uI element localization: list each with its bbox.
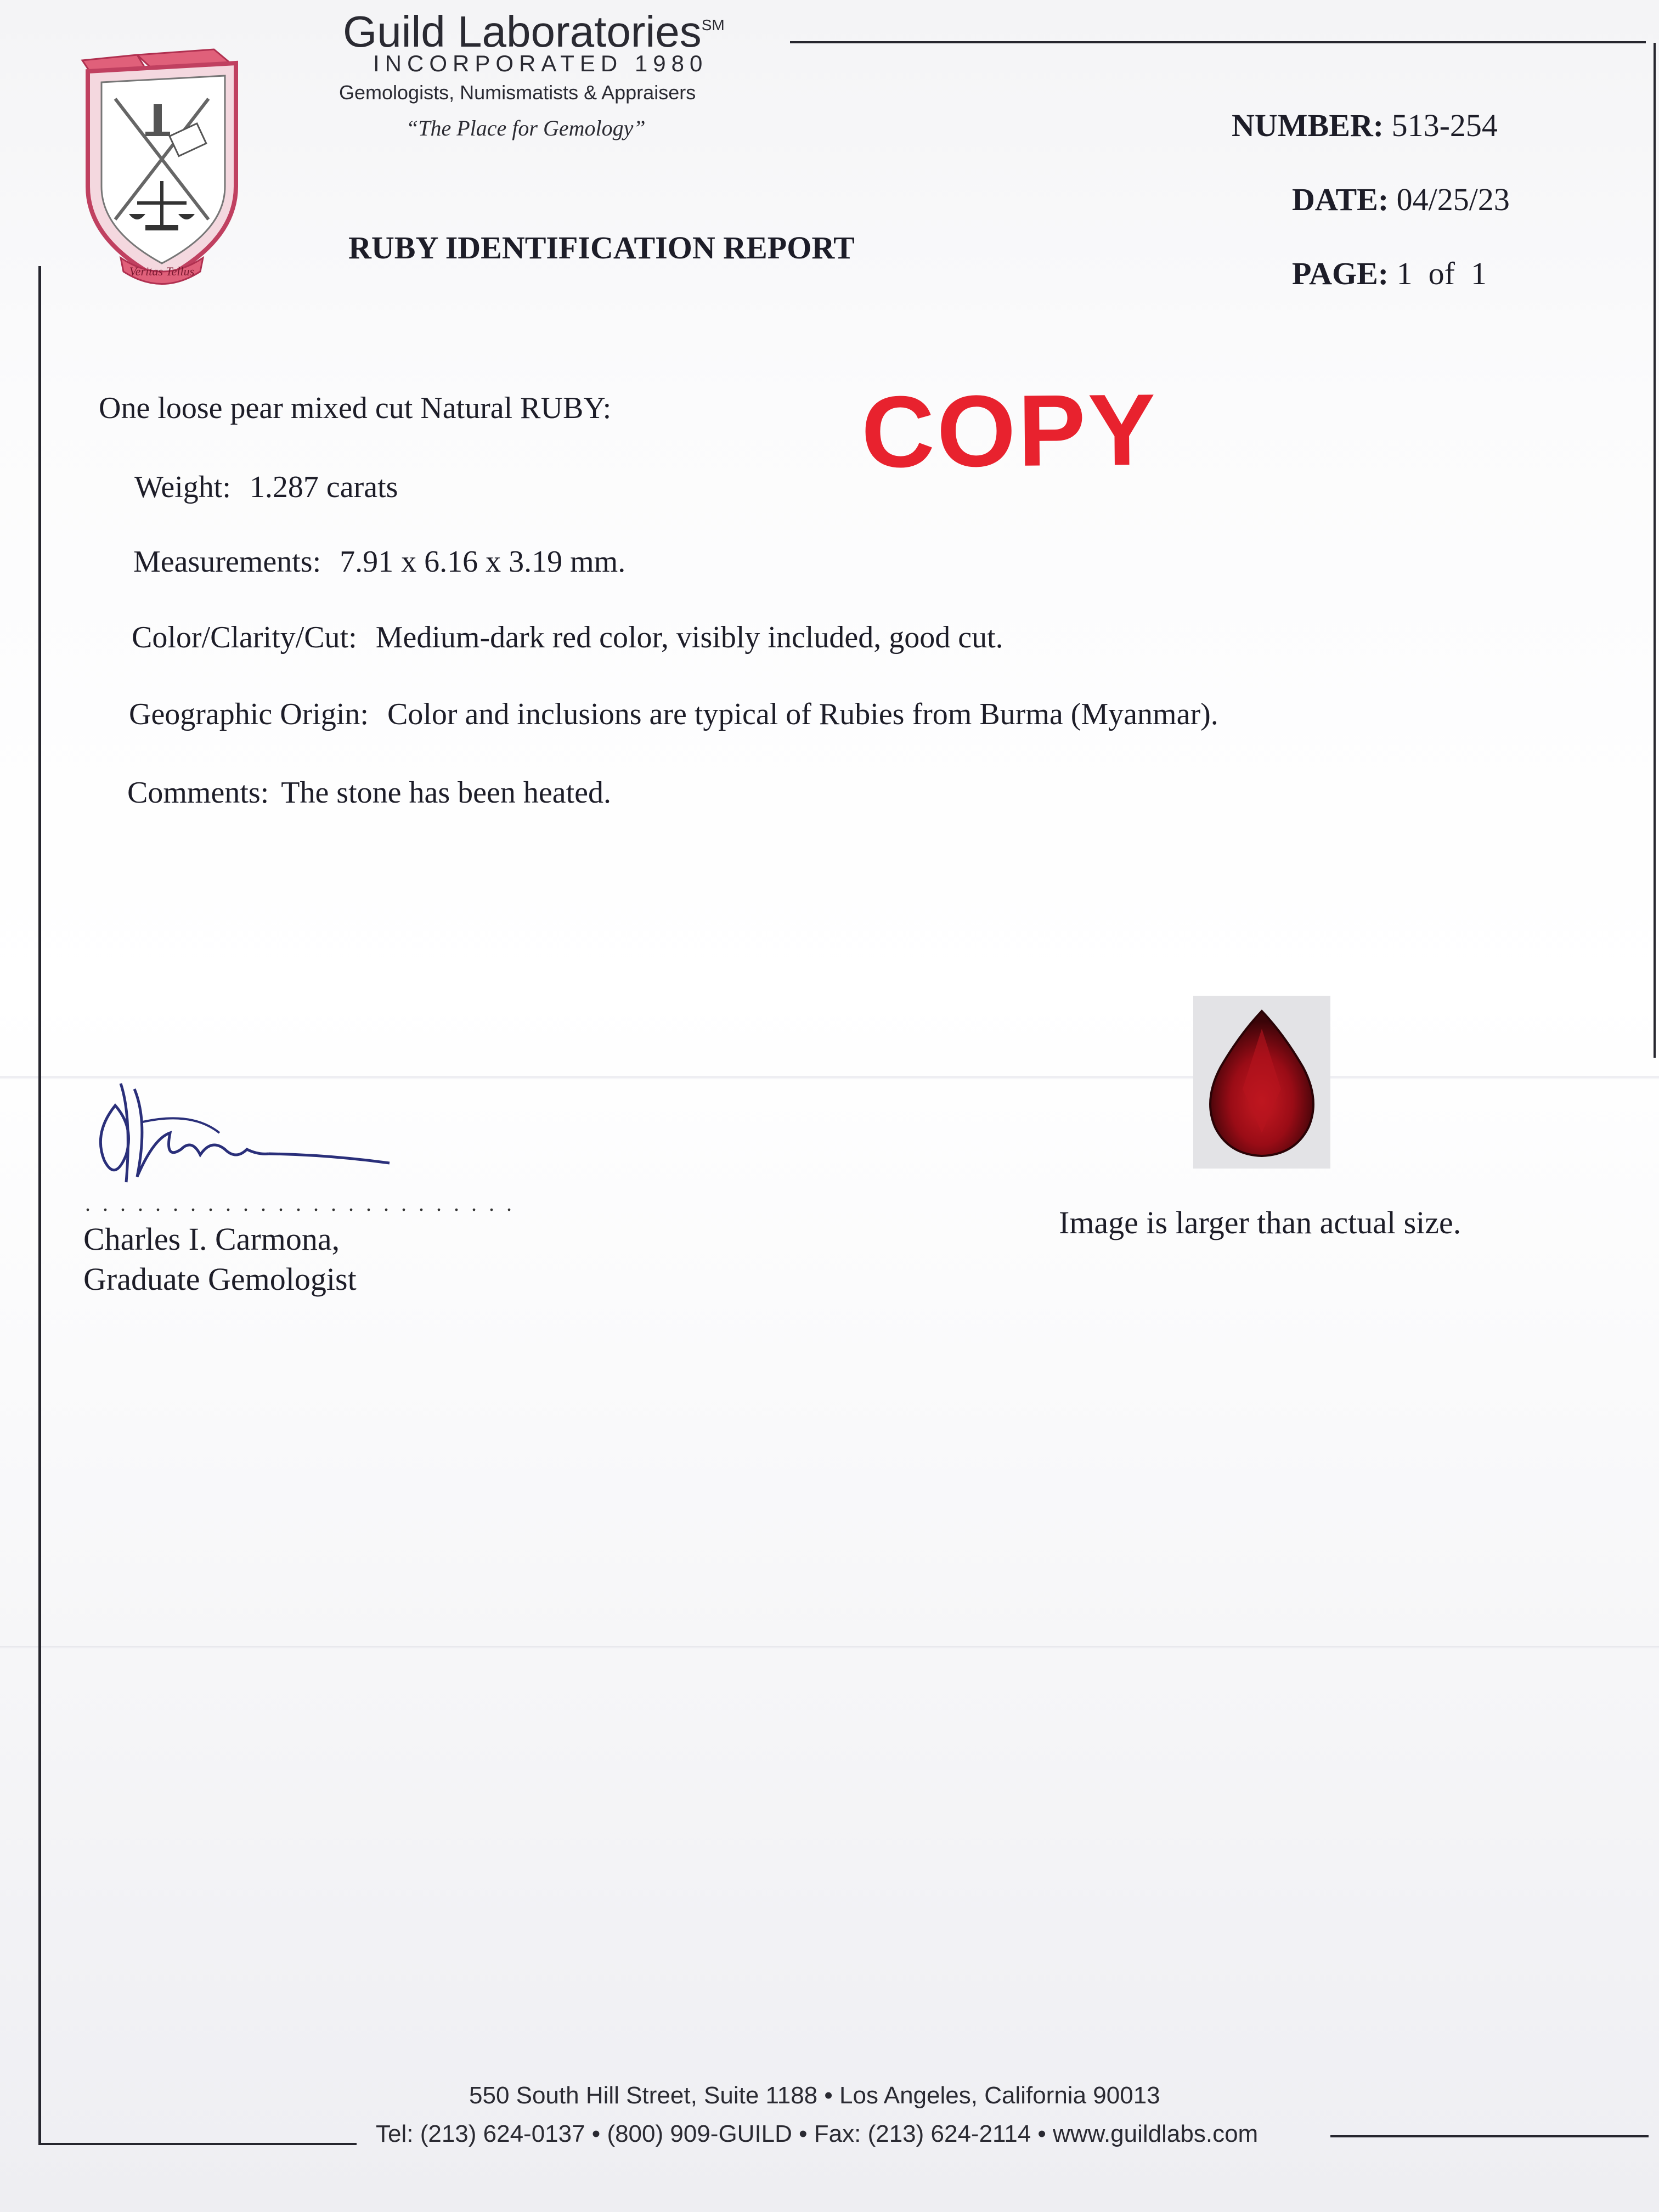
crest-logo bbox=[71, 38, 252, 296]
origin-label: Geographic Origin: bbox=[129, 697, 369, 731]
lab-subtitle: Gemologists, Numismatists & Appraisers bbox=[339, 81, 696, 104]
lab-name bbox=[343, 7, 725, 57]
comments-row bbox=[127, 775, 611, 810]
ruby-pear-image bbox=[1193, 996, 1330, 1169]
frame-line bbox=[1330, 2135, 1649, 2137]
date-value: 04/25/23 bbox=[1396, 182, 1510, 217]
signature-line: . . . . . . . . . . . . . . . . . . . . . . . . . bbox=[85, 1191, 515, 1216]
incorporated-line: INCORPORATED 1980 bbox=[373, 50, 708, 76]
origin-row bbox=[129, 697, 1218, 732]
comments-value: The stone has been heated. bbox=[281, 776, 611, 810]
comments-label: Comments: bbox=[127, 776, 269, 810]
signatory-name: Charles I. Carmona, bbox=[83, 1221, 340, 1257]
frame-line bbox=[38, 266, 41, 2145]
frame-line bbox=[1654, 43, 1656, 1058]
lab-tagline: “The Place for Gemology” bbox=[406, 116, 646, 140]
report-number bbox=[1232, 107, 1498, 144]
origin-value: Color and inclusions are typical of Rubies from Burma (Myanmar). bbox=[387, 697, 1218, 731]
image-caption: Image is larger than actual size. bbox=[1059, 1205, 1462, 1240]
signature bbox=[82, 1073, 400, 1193]
page-label: PAGE: bbox=[1292, 256, 1389, 291]
color-value: Medium-dark red color, visibly included, good cut. bbox=[375, 620, 1003, 654]
report-page-count bbox=[1292, 255, 1487, 292]
measurements-label: Measurements: bbox=[133, 545, 321, 579]
measurements-row bbox=[133, 544, 625, 579]
weight-value: 1.287 carats bbox=[249, 470, 398, 504]
service-mark: SM bbox=[701, 16, 725, 33]
measurements-value: 7.91 x 6.16 x 3.19 mm. bbox=[340, 545, 626, 579]
weight-row bbox=[134, 470, 398, 505]
footer-address: 550 South Hill Street, Suite 1188 • Los Angeles, California 90013 bbox=[469, 2082, 1160, 2109]
page-value: 1 of 1 bbox=[1396, 256, 1487, 291]
crest-motto: Veritas Tellus bbox=[129, 264, 195, 278]
lab-name-text: Guild Laboratories bbox=[343, 7, 702, 56]
color-label: Color/Clarity/Cut: bbox=[132, 620, 357, 654]
report-date bbox=[1292, 181, 1510, 218]
weight-label: Weight: bbox=[134, 470, 231, 504]
date-label: DATE: bbox=[1292, 182, 1389, 217]
paper-fold bbox=[0, 1646, 1659, 1649]
footer-contact: Tel: (213) 624-0137 • (800) 909-GUILD • Fax: (213) 624-2114 • www.guildlabs.com bbox=[376, 2120, 1259, 2147]
frame-line bbox=[790, 41, 1646, 43]
copy-stamp: COPY bbox=[861, 373, 1159, 489]
number-label: NUMBER: bbox=[1232, 108, 1384, 143]
frame-line bbox=[38, 2143, 357, 2145]
report-title: RUBY IDENTIFICATION REPORT bbox=[348, 230, 855, 266]
signatory-title: Graduate Gemologist bbox=[83, 1261, 357, 1297]
number-value: 513-254 bbox=[1391, 108, 1498, 143]
color-clarity-cut-row bbox=[132, 620, 1003, 655]
stone-description: One loose pear mixed cut Natural RUBY: bbox=[99, 391, 612, 425]
